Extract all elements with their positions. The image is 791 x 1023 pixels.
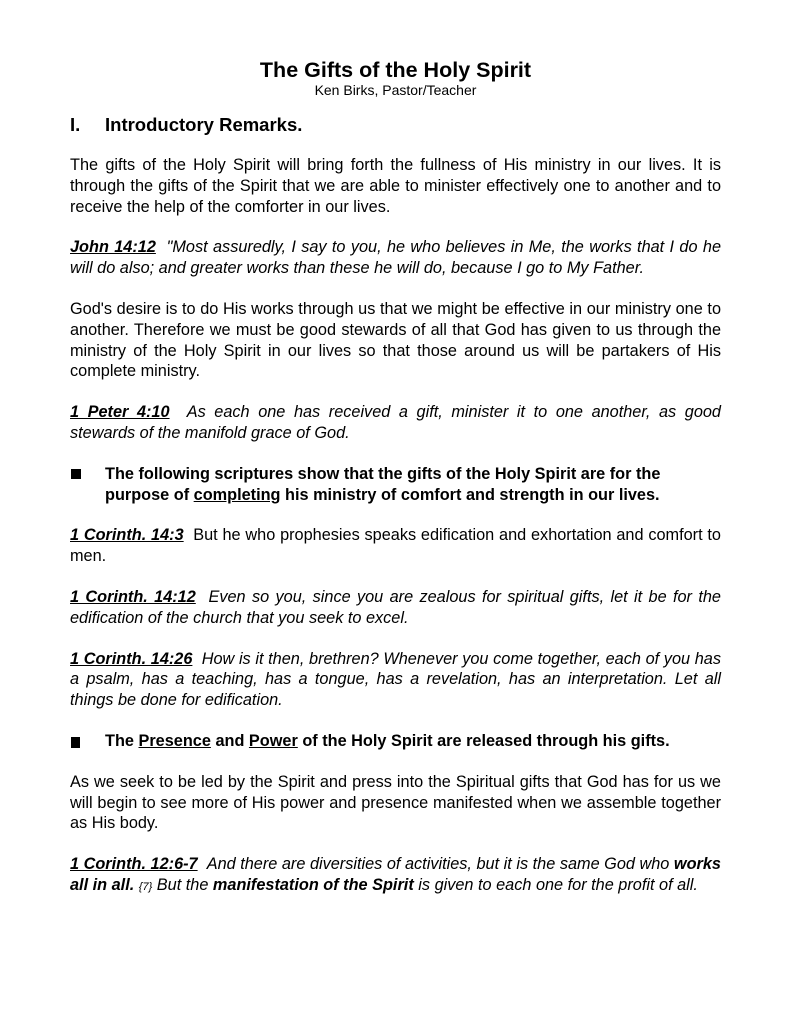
verse-emphasis: works all in all. xyxy=(70,855,721,894)
section-title: Introductory Remarks. xyxy=(105,114,303,135)
bullet-text: of the Holy Spirit are released through his gifts. xyxy=(302,731,670,750)
verse-text: But he who prophesies speaks edification and exhortation and comfort to men. xyxy=(70,526,721,566)
paragraph-seek-spirit: As we seek to be led by the Spirit and press into the Spiritual gifts that God has for us we will begin to see more of His power and presence manifested when we assemble together as His body. xyxy=(70,772,721,833)
square-bullet-icon xyxy=(70,464,105,506)
bullet-emphasis: completing xyxy=(193,485,281,504)
verse-ref: 1 Corinth. 14:26 xyxy=(70,649,193,668)
verse-1-corinth-12-6-7 xyxy=(70,854,721,898)
verse-emphasis: manifestation of the Spirit xyxy=(212,875,414,894)
bullet-text: The following scriptures show that the gifts of the Holy Spirit are for the purpose of xyxy=(105,464,661,504)
verse-john-14-12 xyxy=(70,237,721,279)
verse-ref: 1 Peter 4:10 xyxy=(70,403,170,422)
verse-ref: 1 Corinth. 14:12 xyxy=(70,587,196,606)
verse-ref: 1 Corinth. 14:3 xyxy=(70,526,184,545)
verse-1-corinth-14-12 xyxy=(70,587,721,629)
verse-text: is given to each one for the profit of all. xyxy=(418,875,698,894)
paragraph-intro: The gifts of the Holy Spirit will bring forth the fullness of His ministry in our lives. It is through the gifts of the Spirit that we are able to minister effectively one to another and to receive the help of the comforter in our lives. xyxy=(70,156,721,216)
verse-text: Even so you, since you are zealous for spiritual gifts, let it be for the edification of the church that you seek to excel. xyxy=(70,587,721,627)
verse-number: {7} xyxy=(138,880,153,893)
verse-text: "Most assuredly, I say to you, he who believes in Me, the works that I do he will do also; and greater works than these he will do, because I go to My Father. xyxy=(70,238,721,278)
document-title: The Gifts of the Holy Spirit xyxy=(259,58,532,82)
verse-ref: John 14:12 xyxy=(70,238,156,257)
square-bullet-icon xyxy=(70,731,105,752)
bullet-emphasis: Power xyxy=(248,731,298,750)
section-number: I. xyxy=(70,114,81,135)
verse-1-corinth-14-26 xyxy=(70,649,721,711)
paragraph-gods-desire: God's desire is to do His works through us that we might be effective in our ministry one to another. Therefore we must be good stewards of all that God has given to us through the ministry of the Holy Spirit in our lives so that those around us will be partakers of His complete ministry. xyxy=(70,299,721,381)
verse-1-peter-4-10 xyxy=(70,402,721,444)
verse-1-corinth-14-3 xyxy=(70,525,721,567)
bullet-text: The xyxy=(105,731,134,750)
verse-text: How is it then, brethren? Whenever you come together, each of you has a psalm, has a teaching, has a tongue, has a revelation, has an interpretation. Let all things be done for edification. xyxy=(70,649,721,710)
verse-text: And there are diversities of activities, but it is the same God who xyxy=(206,855,670,874)
bullet-point-presence-power xyxy=(70,731,721,752)
bullet-emphasis: Presence xyxy=(138,731,211,750)
verse-text: As each one has received a gift, minister it to one another, as good stewards of the manifold grace of God. xyxy=(70,403,721,442)
bullet-text: his ministry of comfort and strength in our lives. xyxy=(285,485,660,504)
verse-text: But the xyxy=(156,875,209,894)
bullet-text: and xyxy=(215,731,245,750)
verse-ref: 1 Corinth. 12:6-7 xyxy=(70,855,198,874)
section-heading xyxy=(70,113,721,137)
document-author: Ken Birks, Pastor/Teacher xyxy=(314,82,477,98)
bullet-point-scriptures xyxy=(70,464,721,506)
